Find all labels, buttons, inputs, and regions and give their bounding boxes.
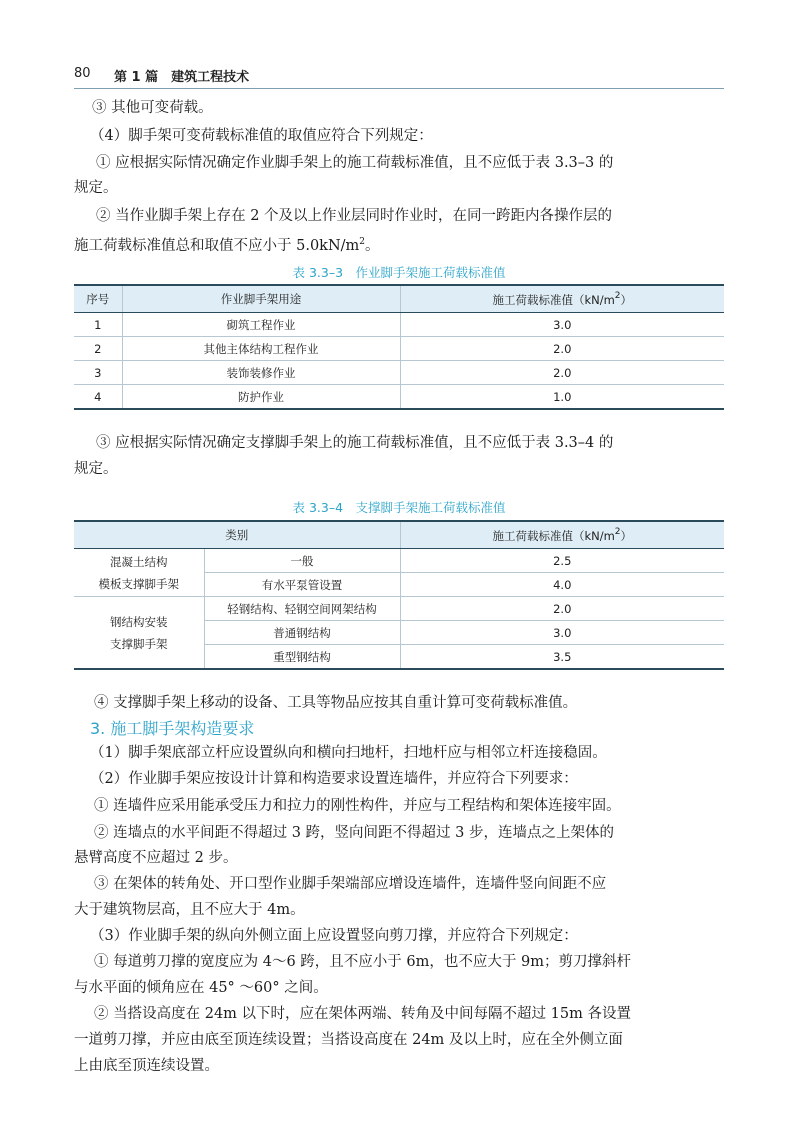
table-header-row <box>74 521 724 549</box>
table-cell: 4.0 <box>400 573 724 597</box>
table-cell: 3 <box>74 361 122 385</box>
table-cell: 1 <box>74 313 122 337</box>
category-cell: 钢结构安装 支撑脚手架 <box>74 597 204 670</box>
table-cell: 2.5 <box>400 549 724 573</box>
table-cell: 3.0 <box>400 621 724 645</box>
table-row <box>74 549 724 573</box>
table-cell: 轻钢结构、轻钢空间网架结构 <box>204 597 400 621</box>
paragraph: （3）作业脚手架的纵向外侧立面上应设置竖向剪刀撑，并应符合下列规定： <box>90 928 578 944</box>
paragraph: 与水平面的倾角应在 45° ～60° 之间。 <box>74 980 328 996</box>
table-cell: 2.0 <box>400 361 724 385</box>
table-cell: 一般 <box>204 549 400 573</box>
column-header: 施工荷载标准值$(kN/m^2)$ <box>400 521 724 549</box>
table-cell: 防护作业 <box>122 385 400 410</box>
paragraph: 一道剪刀撑，并应由底至顶连续设置；当搭设高度在 24m 及以上时，应在全外侧立面 <box>74 1032 623 1048</box>
table-cell: 3.5 <box>400 645 724 670</box>
table-row <box>74 313 724 337</box>
table-row <box>74 597 724 621</box>
paragraph: 上由底至顶连续设置。 <box>74 1058 219 1074</box>
paragraph: ③ 在架体的转角处、开口型作业脚手架端部应增设连墙件，连墙件竖向间距不应 <box>94 876 607 892</box>
table-header-row <box>74 285 724 313</box>
paragraph: 大于建筑物层高，且不应大于 4m。 <box>74 902 305 918</box>
page-number: 80 <box>74 66 91 81</box>
table-caption: 表 3.3–4 支撑脚手架施工荷载标准值 <box>292 500 506 515</box>
paragraph: ③ 应根据实际情况确定支撑脚手架上的施工荷载标准值，且不应低于表 3.3–4 的 <box>96 435 614 451</box>
paragraph-text: 施工荷载标准值总和取值不应小于 5.0kN/m <box>74 238 360 254</box>
paragraph: 规定。 <box>74 180 118 196</box>
column-header: 施工荷载标准值$(kN/m^2)$ <box>400 285 724 313</box>
table-row <box>74 337 724 361</box>
table-cell: 2.0 <box>400 337 724 361</box>
paragraph: ② 当作业脚手架上存在 2 个及以上作业层同时作业时，在同一跨距内各操作层的 <box>96 208 613 224</box>
table-support-scaffold-loads <box>74 520 724 670</box>
column-header: 序号 <box>74 285 122 313</box>
section-title: 3. 施工脚手架构造要求 <box>90 719 255 738</box>
table-cell: 2.0 <box>400 597 724 621</box>
paragraph <box>74 229 724 260</box>
table-cell: 装饰装修作业 <box>122 361 400 385</box>
table-cell: 砌筑工程作业 <box>122 313 400 337</box>
paragraph: ① 应根据实际情况确定作业脚手架上的施工荷载标准值，且不应低于表 3.3–3 的 <box>96 155 614 171</box>
category-cell: 混凝土结构 模板支撑脚手架 <box>74 549 204 597</box>
table-row <box>74 385 724 410</box>
column-header: 作业脚手架用途 <box>122 285 400 313</box>
paragraph: ④ 支撑脚手架上移动的设备、工具等物品应按其自重计算可变荷载标准值。 <box>94 695 578 711</box>
table-cell: 4 <box>74 385 122 410</box>
table-cell: 3.0 <box>400 313 724 337</box>
table-cell: 其他主体结构工程作业 <box>122 337 400 361</box>
superscript: 2 <box>359 237 366 247</box>
table-cell: 1.0 <box>400 385 724 410</box>
paragraph: ① 连墙件应采用能承受压力和拉力的刚性构件，并应与工程结构和架体连接牢固。 <box>94 798 621 814</box>
table-cell: 重型钢结构 <box>204 645 400 670</box>
paragraph: ③ 其他可变荷载。 <box>92 100 213 116</box>
paragraph: （2）作业脚手架应按设计计算和构造要求设置连墙件，并应符合下列要求： <box>90 771 578 787</box>
paragraph: ② 连墙点的水平间距不得超过 3 跨，竖向间距不得超过 3 步，连墙点之上架体的 <box>94 825 614 841</box>
header-rule <box>74 88 724 89</box>
table-row <box>74 361 724 385</box>
table-cell: 普通钢结构 <box>204 621 400 645</box>
column-header: 类别 <box>74 521 400 549</box>
running-title: 第 1 篇 建筑工程技术 <box>114 70 250 85</box>
paragraph: （4）脚手架可变荷载标准值的取值应符合下列规定： <box>90 128 433 144</box>
page-header <box>74 64 724 86</box>
paragraph: （1）脚手架底部立杆应设置纵向和横向扫地杆，扫地杆应与相邻立杆连接稳固。 <box>90 745 607 761</box>
table-cell: 有水平泵管设置 <box>204 573 400 597</box>
period: 。 <box>365 238 380 254</box>
table-caption: 表 3.3–3 作业脚手架施工荷载标准值 <box>292 265 506 280</box>
table-work-scaffold-loads <box>74 284 724 410</box>
table-cell: 2 <box>74 337 122 361</box>
paragraph: 悬臂高度不应超过 2 步。 <box>74 850 238 866</box>
paragraph: 规定。 <box>74 461 118 477</box>
paragraph: ① 每道剪刀撑的宽度应为 4～6 跨，且不应小于 6m，也不应大于 9m；剪刀撑斜杆 <box>94 954 631 970</box>
paragraph: ② 当搭设高度在 24m 以下时，应在架体两端、转角及中间每隔不超过 15m 各设置 <box>94 1006 631 1022</box>
